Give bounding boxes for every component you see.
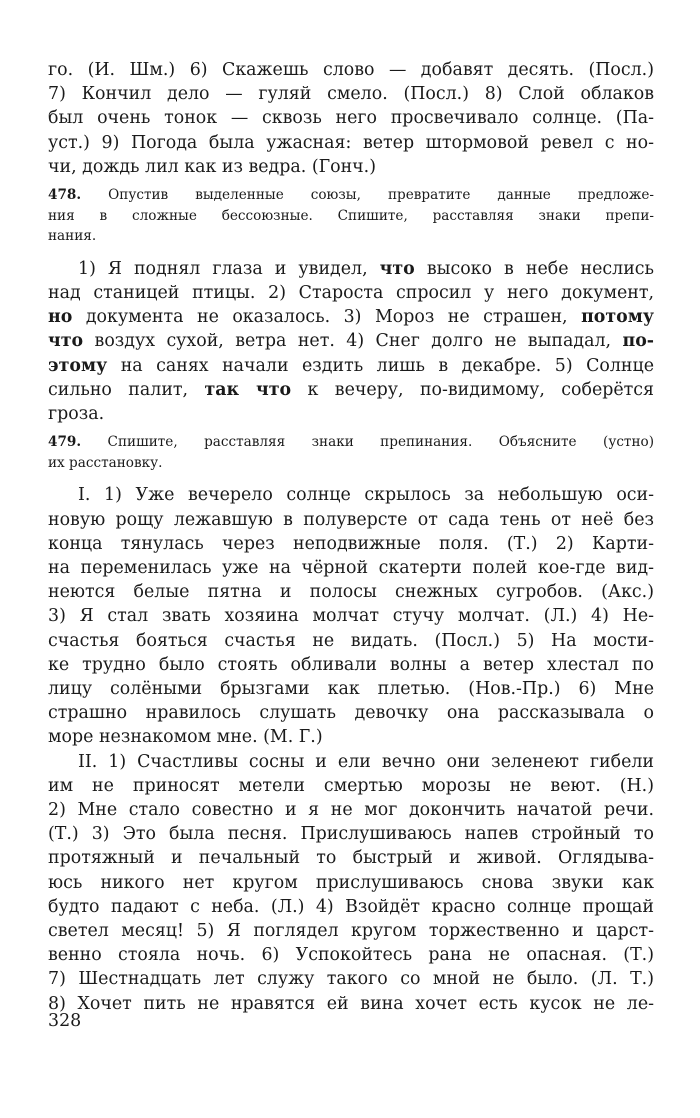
text-line: будто падают с неба. (Л.) 4) Взойдёт красно солнце прощай [48, 896, 654, 917]
page-content [48, 58, 654, 1016]
text-line: страшно нравилось слушать девочку она рассказывала о [48, 703, 654, 724]
text-line: неются белые пятна и полосы снежных сугробов. (Акс.) [48, 582, 654, 603]
text-line: 3) Я стал звать хозяина молчат стучу молчат. (Л.) 4) Не- [48, 606, 654, 627]
text-line: 7) Шестнадцать лет служу такого со мной не было. (Л. Т.) [48, 969, 654, 990]
bold-conjunction: что [379, 258, 415, 279]
text-line: сильно палит, так что к вечеру, по-видимому, соберётся [48, 379, 654, 400]
bold-conjunction: так что [204, 379, 292, 400]
text-line: конца тянулась через неподвижные поля. (Т.) 2) Карти- [48, 533, 654, 554]
task-number: 478. [48, 187, 82, 204]
text-line: но документа не оказалось. 3) Мороз не страшен, потому [48, 307, 655, 328]
text-line: лицу солёными брызгами как плетью. (Нов.-Пр.) 6) Мне [48, 679, 654, 700]
bold-conjunction: по- [622, 331, 655, 352]
bold-conjunction: этому [48, 355, 108, 376]
text-line: 8) Хочет пить не нравятся ей вина хочет есть кусок не ле- [48, 993, 654, 1014]
text-line: (Т.) 3) Это была песня. Прислушиваюсь напев стройный то [48, 824, 654, 845]
task-478-instruction [48, 185, 654, 247]
exercise-478-text [48, 257, 654, 426]
text-line: венно стояла ночь. 6) Успокойтесь рана не опасная. (Т.) [48, 945, 654, 966]
task-number: 479. [48, 434, 82, 451]
text-line: новую рощу лежавшую в полуверсте от сада тень от неё без [48, 509, 654, 530]
text-line: уст.) 9) Погода была ужасная: ветер штормовой ревел с но- [48, 132, 654, 153]
text-line: 479. Спишите, расставляя знаки препинания. Объясните (устно) [48, 434, 654, 451]
text-line: протяжный и печальный то быстрый и живой. Оглядыва- [48, 848, 654, 869]
text-line: счастья бояться счастья не видать. (Посл.) 5) На мости- [48, 630, 654, 651]
text-line: был очень тонок — сквозь него просвечивало солнце. (Па- [48, 108, 654, 129]
text-line: ке трудно было стоять обливали волны а ветер хлестал по [48, 654, 654, 675]
text-line: им не приносят метели смертью морозы не веют. (Н.) [48, 775, 654, 796]
page-number: 328 [48, 1011, 82, 1031]
text-line: на переменилась уже на чёрной скатерти полей кое-где вид- [48, 558, 654, 579]
text-line: чи, дождь лил как из ведра. (Гонч.) [48, 156, 376, 177]
exercise-479-part-1 [48, 483, 654, 749]
text-line: 7) Кончил дело — гуляй смело. (Посл.) 8) Слой облаков [48, 84, 654, 105]
text-line: нания. [48, 228, 97, 245]
text-line: ния в сложные бессоюзные. Спишите, расставляя знаки препи- [48, 207, 654, 224]
task-479-instruction [48, 432, 654, 473]
text-line: над станицей птицы. 2) Староста спросил у него документ, [48, 283, 654, 303]
text-line: 1) Я поднял глаза и увидел, что высоко в небе неслись [78, 258, 655, 279]
text-line: го. (И. Шм.) 6) Скажешь слово — добавят десять. (Посл.) [48, 60, 654, 80]
exercise-479-part-2 [48, 750, 654, 1016]
text-line: светел месяц! 5) Я поглядел кругом торжественно и царст- [48, 921, 654, 942]
bold-conjunction: но [48, 307, 73, 328]
text-line: II. 1) Счастливы сосны и ели вечно они зеленеют гибели [78, 751, 654, 772]
text-line: море незнакомом мне. (М. Г.) [48, 727, 323, 748]
intro-paragraph [48, 58, 654, 179]
bold-conjunction: потому [581, 307, 655, 328]
text-line: 478. Опустив выделенные союзы, превратите данные предложе- [48, 187, 654, 204]
text-line: юсь никого нет кругом прислушиваюсь снова звуки как [48, 872, 654, 893]
text-line: их расстановку. [48, 454, 163, 471]
bold-conjunction: что [48, 331, 84, 352]
text-line: I. 1) Уже вечерело солнце скрылось за небольшую оси- [78, 485, 654, 506]
text-line: гроза. [48, 404, 105, 425]
text-line: что воздух сухой, ветра нет. 4) Снег долго не выпадал, по- [48, 331, 655, 352]
text-line: этому на санях начали ездить лишь в декабре. 5) Солнце [48, 355, 654, 376]
text-line: 2) Мне стало совестно и я не мог докончить начатой речи. [48, 800, 654, 821]
